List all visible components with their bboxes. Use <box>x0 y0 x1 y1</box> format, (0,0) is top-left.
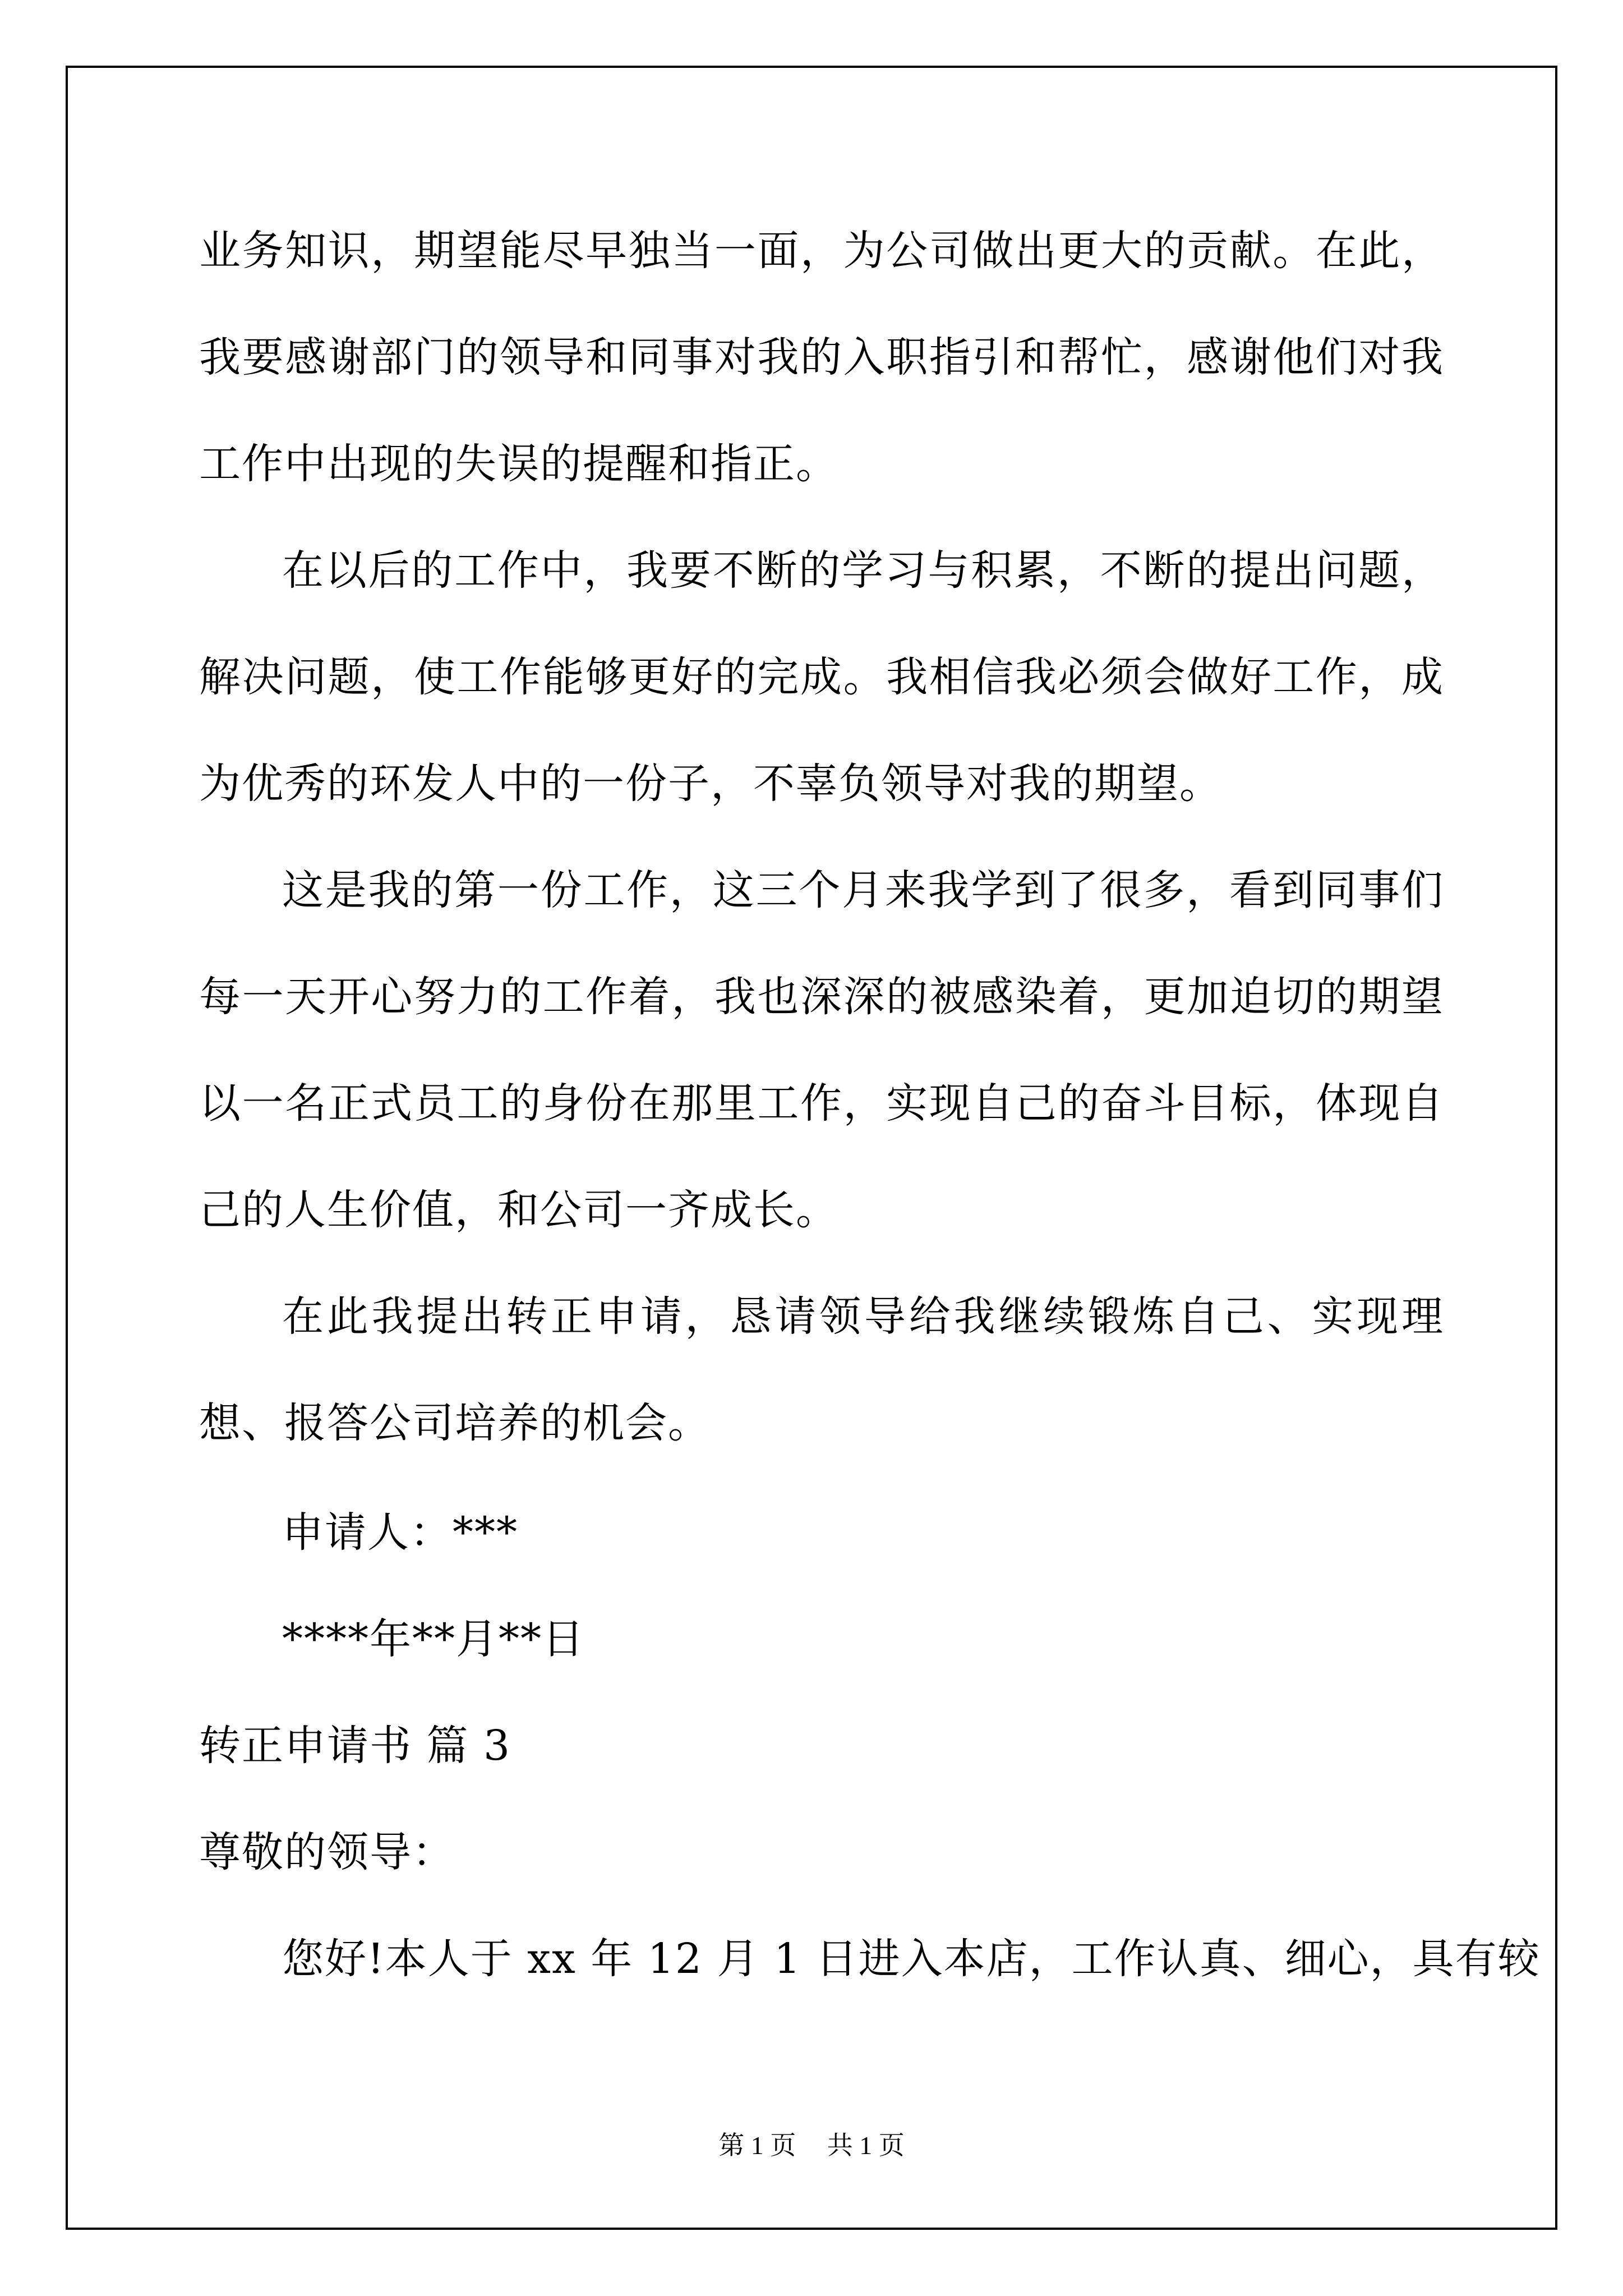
paragraph-1: 业务知识，期望能尽早独当一面，为公司做出更大的贡献。在此，我要感谢部门的领导和同事对我的入职指引和帮忙，感谢他们对我工作中出现的失误的提醒和指正。 <box>199 227 1444 488</box>
document-body <box>199 197 1444 1476</box>
section-title: 转正申请书 篇 3 <box>199 1722 511 1770</box>
applicant-line: 申请人：*** <box>282 1508 518 1557</box>
paragraph-2: 在以后的工作中，我要不断的学习与积累，不断的提出问题，解决问题，使工作能够更好的完成。我相信我必须会做好工作，成为优秀的环发人中的一份子，不辜负领导对我的期望。 <box>199 546 1444 808</box>
salutation: 尊敬的领导： <box>199 1828 455 1876</box>
page-number: 第 1 页 <box>718 2131 796 2160</box>
paragraph-5: 您好!本人于 xx 年 12 月 1 日进入本店，工作认真、细心，具有较 <box>282 1935 1541 1983</box>
page-footer <box>0 2129 1623 2162</box>
date-line: ****年**月**日 <box>282 1615 585 1663</box>
paragraph-3: 这是我的第一份工作，这三个月来我学到了很多，看到同事们每一天开心努力的工作着，我也深深的被感染着，更加迫切的期望以一名正式员工的身份在那里工作，实现自己的奋斗目标，体现自己的人生价值，和公司一齐成长。 <box>199 866 1444 1234</box>
page-count: 共 1 页 <box>827 2131 905 2160</box>
paragraph-4: 在此我提出转正申请，恳请领导给我继续锻炼自己、实现理想、报答公司培养的机会。 <box>199 1292 1444 1447</box>
